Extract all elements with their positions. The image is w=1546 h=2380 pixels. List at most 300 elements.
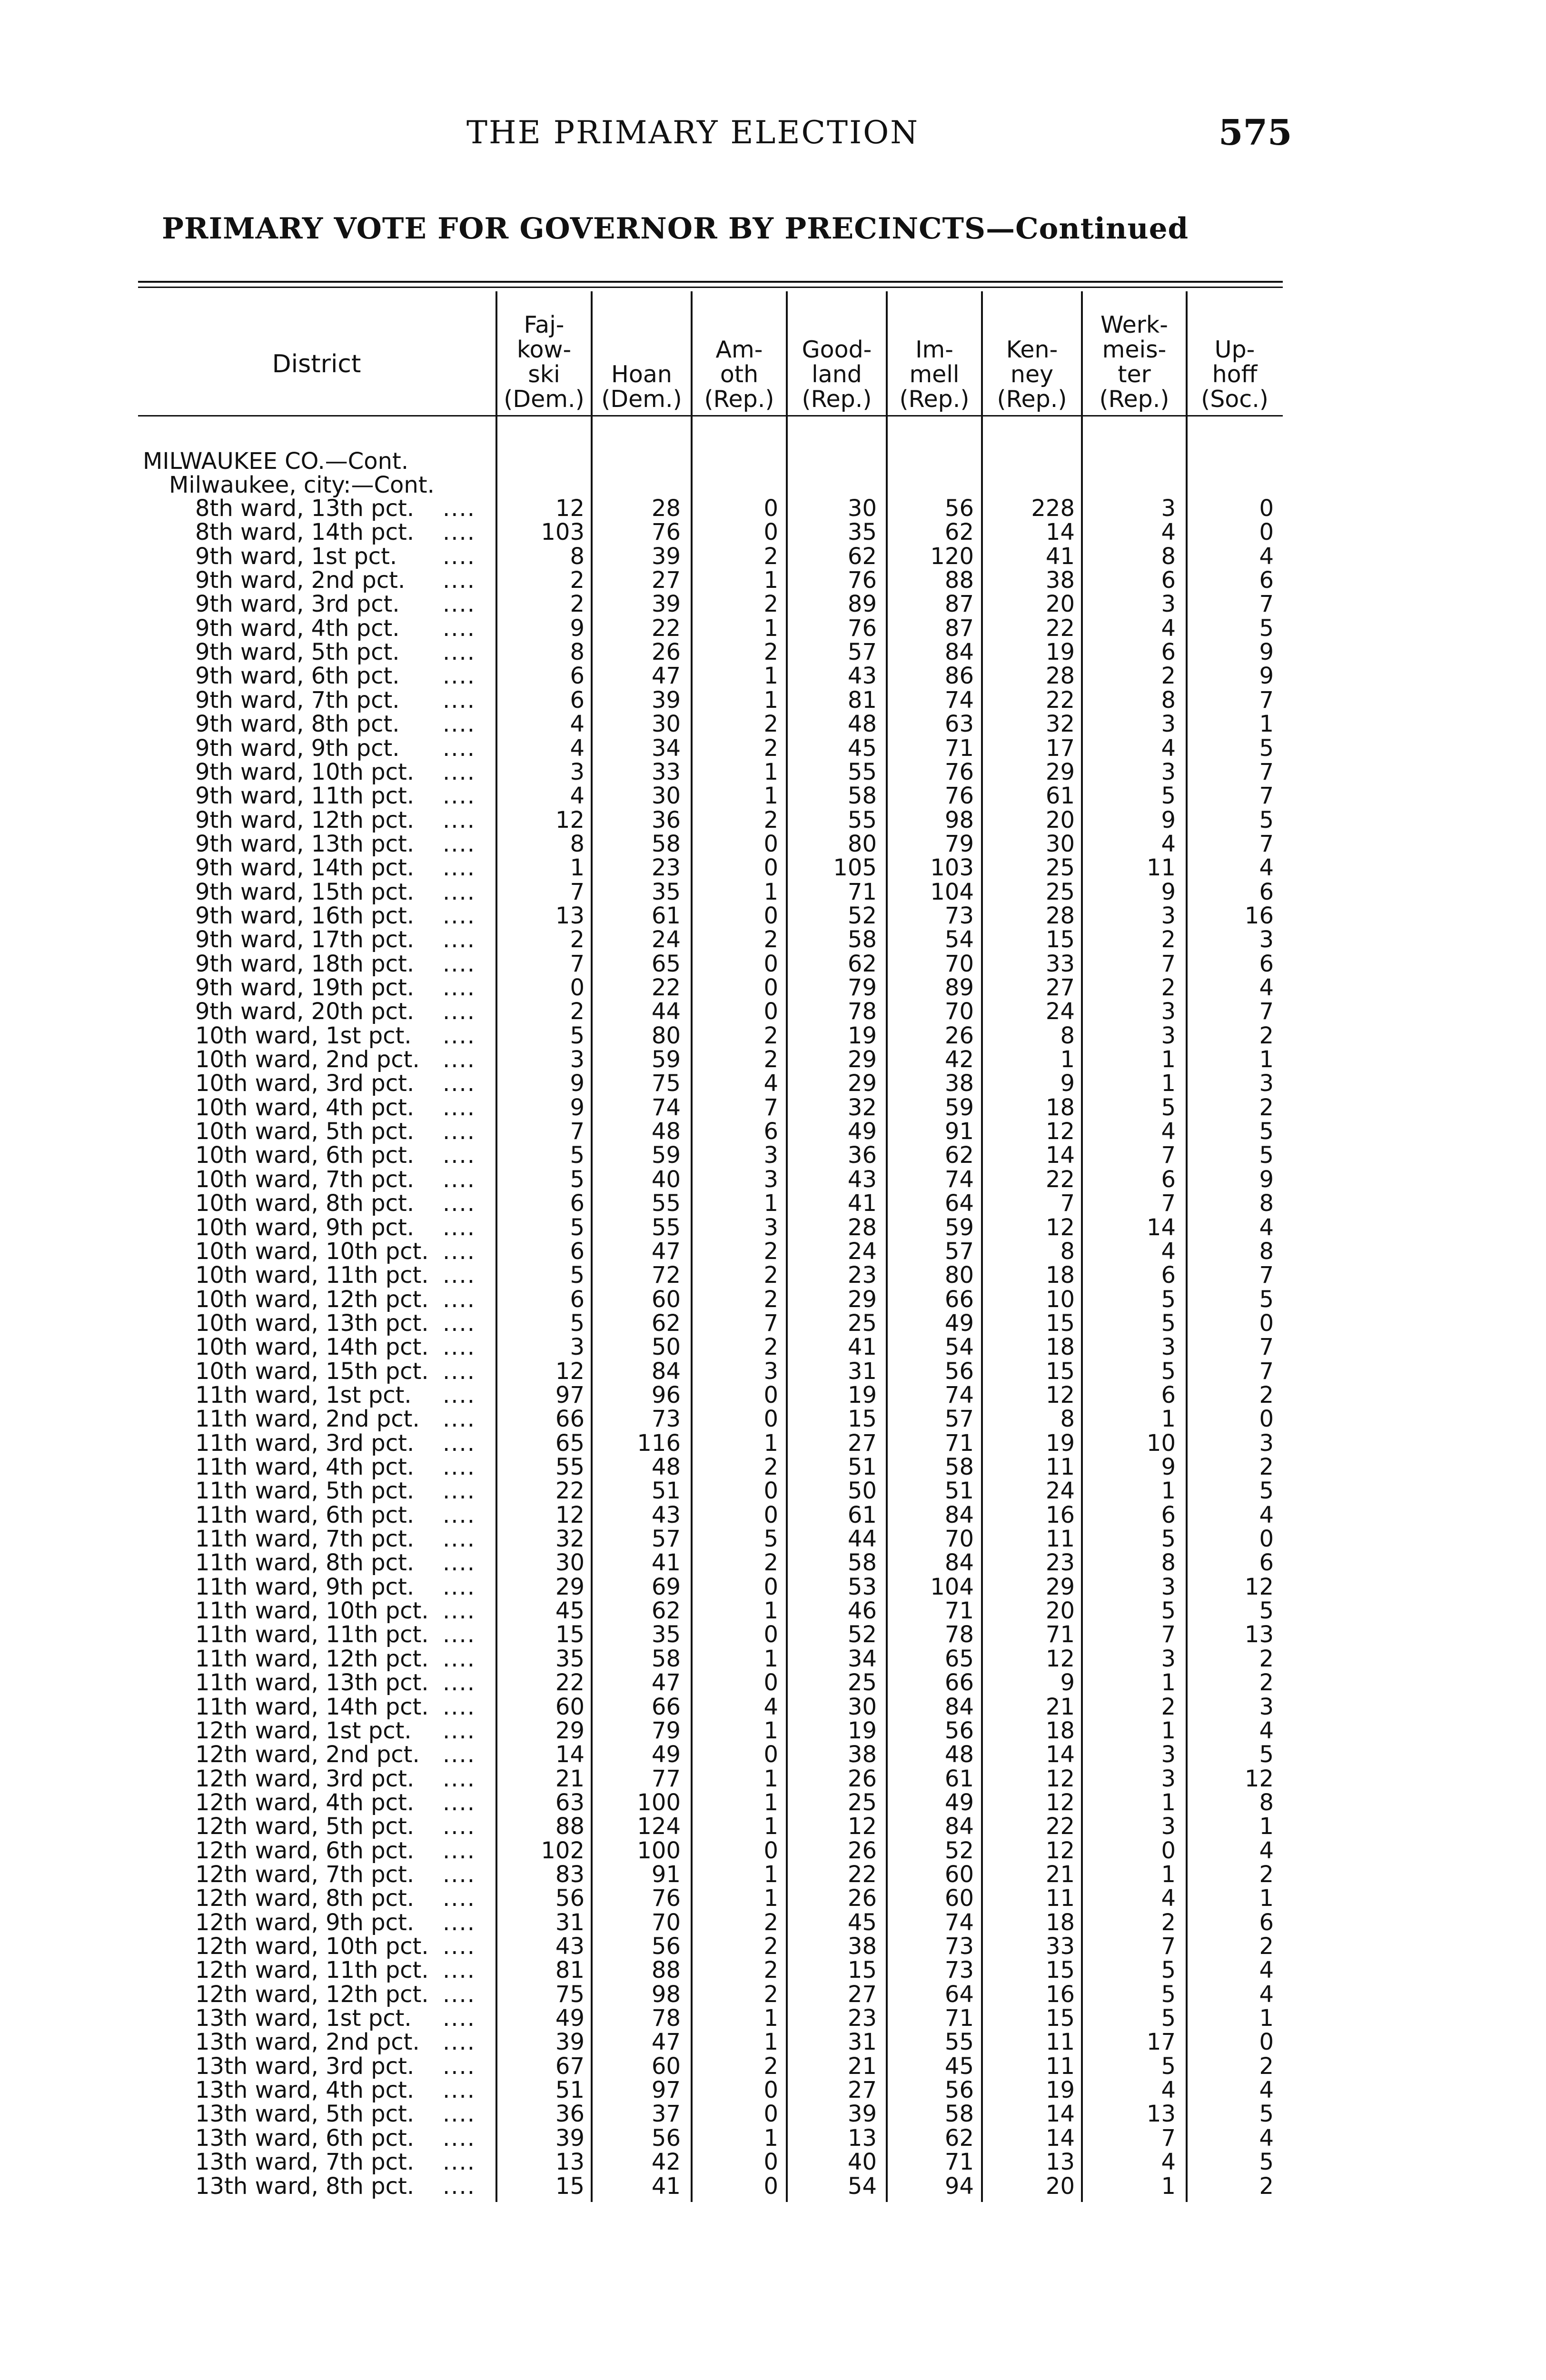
vote-count: 49 <box>555 2005 585 2032</box>
vote-count: 47 <box>651 1669 681 1696</box>
vote-count: 0 <box>1259 519 1274 546</box>
vote-count: 5 <box>1161 1309 1176 1337</box>
vote-count: 62 <box>847 543 877 570</box>
vote-count: 14 <box>555 1741 585 1768</box>
district-name: 9th ward, 15th pct. <box>195 878 415 905</box>
vote-count: 75 <box>555 1981 585 2008</box>
vote-count: 17 <box>1146 2029 1176 2056</box>
vote-count: 5 <box>1259 615 1274 642</box>
vote-count: 5 <box>1161 1981 1176 2008</box>
district-name: 13th ward, 1st pct. <box>195 2005 412 2032</box>
table-row <box>0 1647 1546 1671</box>
vote-count: 2 <box>1259 1454 1274 1480</box>
district-name: 13th ward, 8th pct. <box>195 2172 415 2200</box>
vote-count: 83 <box>555 1861 585 1888</box>
vote-count: 26 <box>847 1837 877 1864</box>
vote-count: 31 <box>847 1358 877 1385</box>
district-name: 10th ward, 14th pct. <box>195 1334 429 1361</box>
vote-count: 6 <box>570 1286 585 1313</box>
vote-count: 2 <box>763 1334 778 1361</box>
vote-count: 1 <box>1060 1046 1075 1073</box>
column-header-line: mell <box>909 361 960 388</box>
vote-count: 76 <box>651 1885 681 1912</box>
dot-leader: .... <box>443 1478 476 1505</box>
vote-count: 29 <box>1045 1573 1075 1600</box>
vote-count: 58 <box>944 2101 974 2128</box>
dot-leader: .... <box>443 758 476 785</box>
district-name: 9th ward, 12th pct. <box>195 806 415 833</box>
dot-leader: .... <box>443 2029 476 2056</box>
vote-count: 59 <box>944 1214 974 1241</box>
vote-count: 228 <box>1031 495 1075 522</box>
table-top-rule <box>138 281 1283 283</box>
vote-count: 21 <box>1045 1693 1075 1720</box>
vote-count: 84 <box>944 1813 974 1840</box>
dot-leader: .... <box>443 998 476 1025</box>
dot-leader: .... <box>443 1741 476 1768</box>
vote-count: 14 <box>1045 1741 1075 1768</box>
district-name: 11th ward, 7th pct. <box>195 1526 415 1553</box>
vote-count: 1 <box>570 854 585 882</box>
vote-count: 42 <box>651 2149 681 2176</box>
vote-count: 44 <box>847 1526 877 1553</box>
vote-count: 7 <box>570 950 585 977</box>
vote-count: 1 <box>1161 1717 1176 1744</box>
vote-count: 76 <box>651 519 681 546</box>
vote-count: 12 <box>1045 1837 1075 1864</box>
vote-count: 2 <box>1259 1022 1274 1049</box>
vote-count: 1 <box>1259 1885 1274 1912</box>
vote-count: 2 <box>1259 1933 1274 1960</box>
table-row <box>0 616 1546 640</box>
vote-count: 5 <box>1161 783 1176 810</box>
table-row <box>0 1168 1546 1191</box>
vote-count: 1 <box>763 1885 778 1912</box>
dot-leader: .... <box>443 1693 476 1720</box>
district-name: 10th ward, 9th pct. <box>195 1214 415 1241</box>
vote-count: 54 <box>847 2172 877 2200</box>
vote-count: 7 <box>763 1309 778 1337</box>
vote-count: 3 <box>1161 1022 1176 1049</box>
vote-count: 36 <box>555 2101 585 2128</box>
vote-count: 23 <box>1045 1549 1075 1577</box>
vote-count: 36 <box>847 1142 877 1169</box>
vote-count: 6 <box>1161 567 1176 594</box>
vote-count: 0 <box>1259 1526 1274 1553</box>
column-header-district: District <box>272 350 361 378</box>
vote-count: 39 <box>555 2029 585 2056</box>
district-name: 9th ward, 4th pct. <box>195 615 400 642</box>
dot-leader: .... <box>443 1765 476 1792</box>
dot-leader: .... <box>443 878 476 905</box>
vote-count: 62 <box>847 950 877 977</box>
district-name: 12th ward, 4th pct. <box>195 1789 415 1816</box>
district-name: 12th ward, 3rd pct. <box>195 1765 415 1792</box>
vote-count: 63 <box>555 1789 585 1816</box>
city-label: Milwaukee, city:—Cont. <box>169 472 435 498</box>
vote-count: 80 <box>651 1022 681 1049</box>
vote-count: 6 <box>570 686 585 714</box>
table-row <box>0 545 1546 568</box>
vote-count: 22 <box>847 1861 877 1888</box>
vote-count: 96 <box>651 1381 681 1408</box>
column-header-candidate <box>592 298 692 412</box>
dot-leader: .... <box>443 1669 476 1696</box>
vote-count: 5 <box>1161 1358 1176 1385</box>
vote-count: 9 <box>1259 639 1274 666</box>
vote-count: 4 <box>1161 615 1176 642</box>
running-head: THE PRIMARY ELECTION <box>466 114 919 151</box>
vote-count: 76 <box>944 758 974 785</box>
vote-count: 50 <box>651 1334 681 1361</box>
vote-count: 3 <box>570 758 585 785</box>
vote-count: 49 <box>944 1309 974 1337</box>
vote-count: 22 <box>555 1478 585 1505</box>
vote-count: 22 <box>651 974 681 1001</box>
district-name: 11th ward, 1st pct. <box>195 1381 412 1408</box>
district-name: 11th ward, 12th pct. <box>195 1645 429 1672</box>
table-row <box>0 1455 1546 1479</box>
column-header-line: Werk- <box>1100 311 1168 338</box>
vote-count: 6 <box>1259 1909 1274 1936</box>
vote-count: 100 <box>637 1837 681 1864</box>
table-row <box>0 976 1546 1000</box>
table-row <box>0 832 1546 856</box>
vote-count: 87 <box>944 591 974 618</box>
district-name: 10th ward, 6th pct. <box>195 1142 415 1169</box>
dot-leader: .... <box>443 1022 476 1049</box>
table-row <box>0 1671 1546 1695</box>
vote-count: 3 <box>1161 1741 1176 1768</box>
vote-count: 13 <box>1146 2101 1176 2128</box>
vote-count: 23 <box>847 2005 877 2032</box>
vote-count: 1 <box>1161 1789 1176 1816</box>
vote-count: 1 <box>1161 1669 1176 1696</box>
vote-count: 22 <box>1045 1813 1075 1840</box>
dot-leader: .... <box>443 1909 476 1936</box>
district-name: 10th ward, 4th pct. <box>195 1094 415 1121</box>
dot-leader: .... <box>443 2053 476 2080</box>
vote-count: 1 <box>1259 711 1274 738</box>
vote-count: 27 <box>847 2077 877 2104</box>
district-name: 8th ward, 13th pct. <box>195 495 415 522</box>
vote-count: 34 <box>847 1645 877 1672</box>
district-name: 11th ward, 11th pct. <box>195 1621 429 1648</box>
vote-count: 11 <box>1045 1526 1075 1553</box>
vote-count: 1 <box>763 567 778 594</box>
vote-count: 12 <box>1045 1381 1075 1408</box>
vote-count: 5 <box>1161 1286 1176 1313</box>
vote-count: 88 <box>651 1957 681 1984</box>
district-name: 9th ward, 18th pct. <box>195 950 415 977</box>
county-label: MILWAUKEE CO.—Cont. <box>143 448 409 475</box>
vote-count: 89 <box>847 591 877 618</box>
dot-leader: .... <box>443 615 476 642</box>
table-row <box>0 1048 1546 1071</box>
vote-count: 49 <box>847 1118 877 1145</box>
table-row <box>0 1599 1546 1623</box>
vote-count: 57 <box>847 639 877 666</box>
vote-count: 14 <box>1045 1142 1075 1169</box>
vote-count: 1 <box>763 1861 778 1888</box>
vote-count: 3 <box>1259 1693 1274 1720</box>
table-row <box>0 904 1546 928</box>
vote-count: 55 <box>944 2029 974 2056</box>
district-name: 10th ward, 12th pct. <box>195 1286 429 1313</box>
dot-leader: .... <box>443 2077 476 2104</box>
table-row <box>0 520 1546 544</box>
vote-count: 1 <box>1161 2172 1176 2200</box>
vote-count: 28 <box>847 1214 877 1241</box>
vote-count: 35 <box>651 878 681 905</box>
vote-count: 79 <box>651 1717 681 1744</box>
vote-count: 2 <box>1259 2053 1274 2080</box>
vote-count: 56 <box>651 2124 681 2152</box>
vote-count: 71 <box>944 2149 974 2176</box>
vote-count: 33 <box>1045 1933 1075 1960</box>
vote-count: 23 <box>847 1262 877 1289</box>
dot-leader: .... <box>443 1381 476 1408</box>
table-row <box>0 2078 1546 2102</box>
vote-count: 2 <box>763 1238 778 1265</box>
vote-count: 4 <box>1259 1501 1274 1528</box>
vote-count: 13 <box>555 2149 585 2176</box>
vote-count: 4 <box>1259 854 1274 882</box>
vote-count: 28 <box>651 495 681 522</box>
vote-count: 12 <box>555 1501 585 1528</box>
vote-count: 98 <box>944 806 974 833</box>
vote-count: 55 <box>847 758 877 785</box>
vote-count: 62 <box>944 1142 974 1169</box>
table-row <box>0 1240 1546 1263</box>
vote-count: 25 <box>1045 854 1075 882</box>
vote-count: 16 <box>1045 1981 1075 2008</box>
district-name: 9th ward, 19th pct. <box>195 974 415 1001</box>
dot-leader: .... <box>443 1454 476 1480</box>
vote-count: 62 <box>944 2124 974 2152</box>
vote-count: 61 <box>944 1765 974 1792</box>
dot-leader: .... <box>443 974 476 1001</box>
dot-leader: .... <box>443 567 476 594</box>
vote-count: 16 <box>1244 902 1274 929</box>
dot-leader: .... <box>443 1526 476 1553</box>
vote-count: 65 <box>555 1429 585 1457</box>
dot-leader: .... <box>443 1981 476 2008</box>
vote-count: 9 <box>1161 806 1176 833</box>
vote-count: 41 <box>847 1190 877 1217</box>
dot-leader: .... <box>443 1549 476 1577</box>
vote-count: 4 <box>763 1693 778 1720</box>
vote-count: 80 <box>847 830 877 857</box>
table-row <box>0 1719 1546 1743</box>
vote-count: 1 <box>1161 1478 1176 1505</box>
vote-count: 59 <box>651 1142 681 1169</box>
vote-count: 21 <box>1045 1861 1075 1888</box>
table-row <box>0 1527 1546 1551</box>
vote-count: 27 <box>847 1429 877 1457</box>
vote-count: 2 <box>763 1957 778 1984</box>
vote-count: 64 <box>944 1190 974 1217</box>
vote-count: 4 <box>1259 2124 1274 2152</box>
vote-count: 91 <box>651 1861 681 1888</box>
dot-leader: .... <box>443 1309 476 1337</box>
vote-count: 6 <box>570 1238 585 1265</box>
vote-count: 4 <box>570 783 585 810</box>
table-row <box>0 1551 1546 1575</box>
column-header-line: Up- <box>1214 336 1255 363</box>
dot-leader: .... <box>443 783 476 810</box>
vote-count: 3 <box>1161 711 1176 738</box>
table-row <box>0 1911 1546 1934</box>
vote-count: 86 <box>944 663 974 690</box>
vote-count: 38 <box>944 1070 974 1097</box>
dot-leader: .... <box>443 854 476 882</box>
vote-count: 37 <box>651 2101 681 2128</box>
column-header-candidate <box>692 298 787 412</box>
column-header-line: (Soc.) <box>1201 386 1269 413</box>
table-row <box>0 1503 1546 1527</box>
vote-count: 4 <box>1161 1238 1176 1265</box>
vote-count: 6 <box>1259 950 1274 977</box>
vote-count: 19 <box>847 1381 877 1408</box>
vote-count: 41 <box>1045 543 1075 570</box>
vote-count: 7 <box>570 878 585 905</box>
dot-leader: .... <box>443 1118 476 1145</box>
vote-count: 4 <box>1259 1981 1274 2008</box>
vote-count: 20 <box>1045 806 1075 833</box>
vote-count: 73 <box>944 1957 974 1984</box>
vote-count: 18 <box>1045 1717 1075 1744</box>
district-name: 9th ward, 20th pct. <box>195 998 415 1025</box>
vote-count: 0 <box>763 2172 778 2200</box>
vote-count: 15 <box>1045 926 1075 953</box>
dot-leader: .... <box>443 926 476 953</box>
vote-count: 35 <box>847 519 877 546</box>
table-row <box>0 1191 1546 1215</box>
vote-count: 11 <box>1045 2053 1075 2080</box>
table-row <box>0 784 1546 808</box>
vote-count: 60 <box>944 1885 974 1912</box>
vote-count: 15 <box>1045 1358 1075 1385</box>
table-row <box>0 1383 1546 1407</box>
vote-count: 2 <box>1161 663 1176 690</box>
vote-count: 9 <box>1259 663 1274 690</box>
vote-count: 33 <box>651 758 681 785</box>
vote-count: 7 <box>1161 1621 1176 1648</box>
district-name: 10th ward, 1st pct. <box>195 1022 412 1049</box>
vote-count: 3 <box>1161 495 1176 522</box>
district-name: 12th ward, 12th pct. <box>195 1981 429 2008</box>
dot-leader: .... <box>443 1166 476 1193</box>
vote-count: 12 <box>555 806 585 833</box>
vote-count: 7 <box>1161 1142 1176 1169</box>
district-name: 10th ward, 3rd pct. <box>195 1070 415 1097</box>
vote-count: 1 <box>763 758 778 785</box>
vote-count: 19 <box>847 1717 877 1744</box>
vote-count: 116 <box>637 1429 681 1457</box>
vote-count: 0 <box>763 854 778 882</box>
vote-count: 47 <box>651 663 681 690</box>
vote-count: 14 <box>1045 2124 1075 2152</box>
vote-count: 2 <box>763 2053 778 2080</box>
dot-leader: .... <box>443 1645 476 1672</box>
district-name: 9th ward, 14th pct. <box>195 854 415 882</box>
vote-count: 60 <box>651 2053 681 2080</box>
vote-count: 5 <box>1259 1142 1274 1169</box>
vote-count: 13 <box>555 902 585 929</box>
dot-leader: .... <box>443 1142 476 1169</box>
table-row <box>0 1407 1546 1431</box>
dot-leader: .... <box>443 1789 476 1816</box>
vote-count: 0 <box>1259 2029 1274 2056</box>
table-row <box>0 2102 1546 2126</box>
district-name: 12th ward, 5th pct. <box>195 1813 415 1840</box>
vote-count: 120 <box>930 543 974 570</box>
vote-count: 1 <box>763 783 778 810</box>
vote-count: 3 <box>1161 1813 1176 1840</box>
vote-count: 11 <box>1146 854 1176 882</box>
header-bottom-rule <box>138 415 1283 416</box>
vote-count: 29 <box>555 1573 585 1600</box>
vote-count: 3 <box>570 1046 585 1073</box>
vote-count: 13 <box>847 2124 877 2152</box>
vote-count: 16 <box>1045 1501 1075 1528</box>
vote-count: 57 <box>944 1238 974 1265</box>
vote-count: 8 <box>1259 1238 1274 1265</box>
district-name: 12th ward, 8th pct. <box>195 1885 415 1912</box>
vote-count: 4 <box>1161 2077 1176 2104</box>
vote-count: 20 <box>1045 2172 1075 2200</box>
vote-count: 19 <box>1045 2077 1075 2104</box>
vote-count: 12 <box>1045 1118 1075 1145</box>
dot-leader: .... <box>443 1358 476 1385</box>
vote-count: 8 <box>1161 543 1176 570</box>
vote-count: 25 <box>847 1669 877 1696</box>
district-name: 13th ward, 2nd pct. <box>195 2029 420 2056</box>
vote-count: 69 <box>651 1573 681 1600</box>
vote-count: 12 <box>1244 1765 1274 1792</box>
dot-leader: .... <box>443 1406 476 1433</box>
vote-count: 7 <box>1259 1334 1274 1361</box>
vote-count: 84 <box>944 639 974 666</box>
vote-count: 73 <box>944 1933 974 1960</box>
table-row <box>0 712 1546 736</box>
vote-count: 4 <box>1259 974 1274 1001</box>
vote-count: 2 <box>570 567 585 594</box>
vote-count: 25 <box>847 1309 877 1337</box>
column-header-line: Faj- <box>524 311 565 338</box>
vote-count: 41 <box>847 1334 877 1361</box>
district-name: 11th ward, 2nd pct. <box>195 1406 420 1433</box>
vote-count: 27 <box>651 567 681 594</box>
vote-count: 23 <box>651 854 681 882</box>
vote-count: 2 <box>763 1933 778 1960</box>
vote-count: 5 <box>1161 1597 1176 1625</box>
dot-leader: .... <box>443 2149 476 2176</box>
district-name: 13th ward, 3rd pct. <box>195 2053 415 2080</box>
column-header-line: hoff <box>1212 361 1258 388</box>
dot-leader: .... <box>443 1334 476 1361</box>
vote-count: 56 <box>944 2077 974 2104</box>
vote-count: 0 <box>763 1741 778 1768</box>
vote-count: 61 <box>651 902 681 929</box>
vote-count: 55 <box>555 1454 585 1480</box>
vote-count: 55 <box>847 806 877 833</box>
vote-count: 45 <box>944 2053 974 2080</box>
dot-leader: .... <box>443 1214 476 1241</box>
vote-count: 84 <box>651 1358 681 1385</box>
vote-count: 8 <box>570 543 585 570</box>
